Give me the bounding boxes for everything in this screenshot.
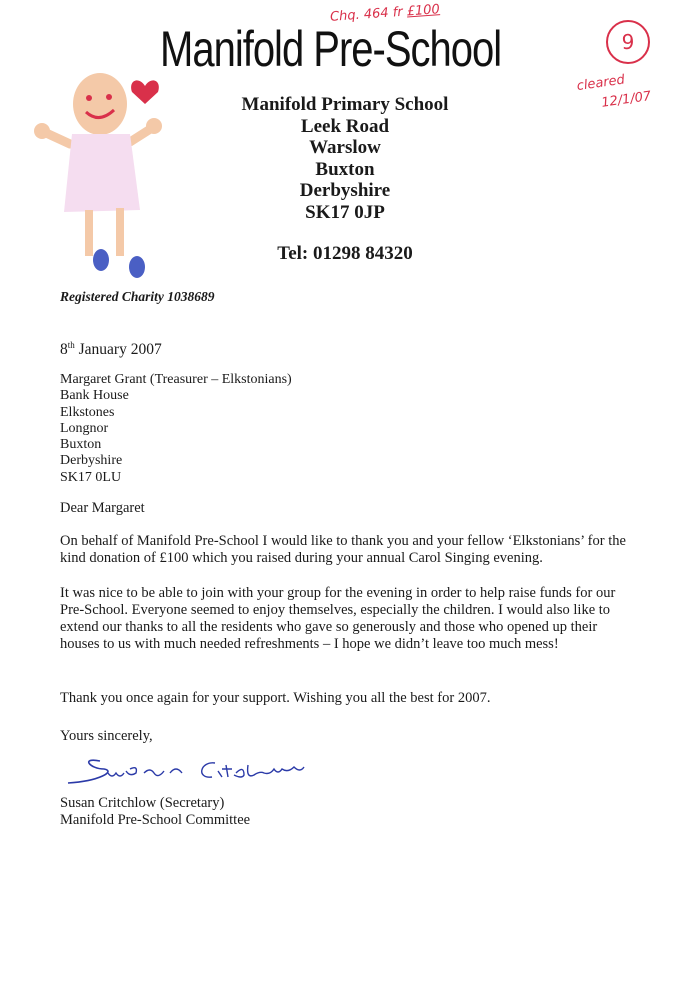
- handwritten-signature: [60, 753, 320, 789]
- letter-date-day: 8: [60, 341, 68, 359]
- cleared-date: 12/1/07: [600, 88, 653, 111]
- recipient-line: Longnor: [60, 420, 109, 436]
- salutation: Dear Margaret: [60, 500, 145, 516]
- circled-document-number: 9: [606, 20, 650, 64]
- telephone-number: Tel: 01298 84320: [277, 243, 413, 264]
- letter-paragraph: On behalf of Manifold Pre-School I would like to thank you and your fellow ‘Elkstonians’ for the kind donation of £100 which you raised during your annual Carol Singing evening.: [60, 533, 626, 566]
- recipient-line: Derbyshire: [60, 453, 123, 469]
- letter-date: [60, 340, 162, 359]
- signer-organization: Manifold Pre-School Committee: [60, 812, 251, 828]
- letter-paragraph: It was nice to be able to join with your group for the evening in order to help raise funds for our Pre-School. Everyone seemed to enjoy themselves, especially the children. I would also like to extend our thanks to all the residents who gave so generously and those who opened up their houses to us with much needed refreshments – I hope we didn’t leave too much mess!: [60, 585, 616, 652]
- recipient-line: Margaret Grant (Treasurer – Elkstonians): [60, 372, 292, 387]
- signer-name: Susan Critchlow (Secretary): [60, 795, 225, 811]
- cheque-annotation-amount: £100: [406, 2, 441, 20]
- cleared-label: cleared: [575, 72, 626, 95]
- recipient-line: SK17 0LU: [60, 469, 122, 485]
- address-line: Warslow: [309, 137, 381, 158]
- letter-date-suffix: th: [67, 340, 75, 350]
- child-drawing-logo: [28, 72, 178, 284]
- recipient-address: [60, 372, 292, 486]
- organization-title: Manifold Pre-School: [160, 22, 502, 77]
- letter-date-month-year: January 2007: [74, 341, 162, 359]
- address-line: Derbyshire: [299, 180, 391, 201]
- registered-charity-number: Registered Charity 1038689: [60, 289, 215, 304]
- recipient-line: Bank House: [60, 388, 129, 404]
- closing: Yours sincerely,: [60, 728, 153, 744]
- cleared-annotation: [576, 67, 653, 117]
- letter-paragraph: Thank you once again for your support. Wishing you all the best for 2007.: [60, 690, 491, 706]
- cheque-annotation-text: Chq. 464 fr: [329, 4, 408, 25]
- address-line: Leek Road: [300, 115, 390, 137]
- recipient-line: Elkstones: [60, 404, 115, 420]
- signer-block: [60, 795, 250, 829]
- recipient-line: Buxton: [60, 437, 102, 453]
- address-line: SK17 0JP: [305, 201, 385, 223]
- address-line: Buxton: [315, 158, 375, 180]
- letterhead-address: [200, 94, 490, 223]
- address-line: Manifold Primary School: [241, 94, 449, 115]
